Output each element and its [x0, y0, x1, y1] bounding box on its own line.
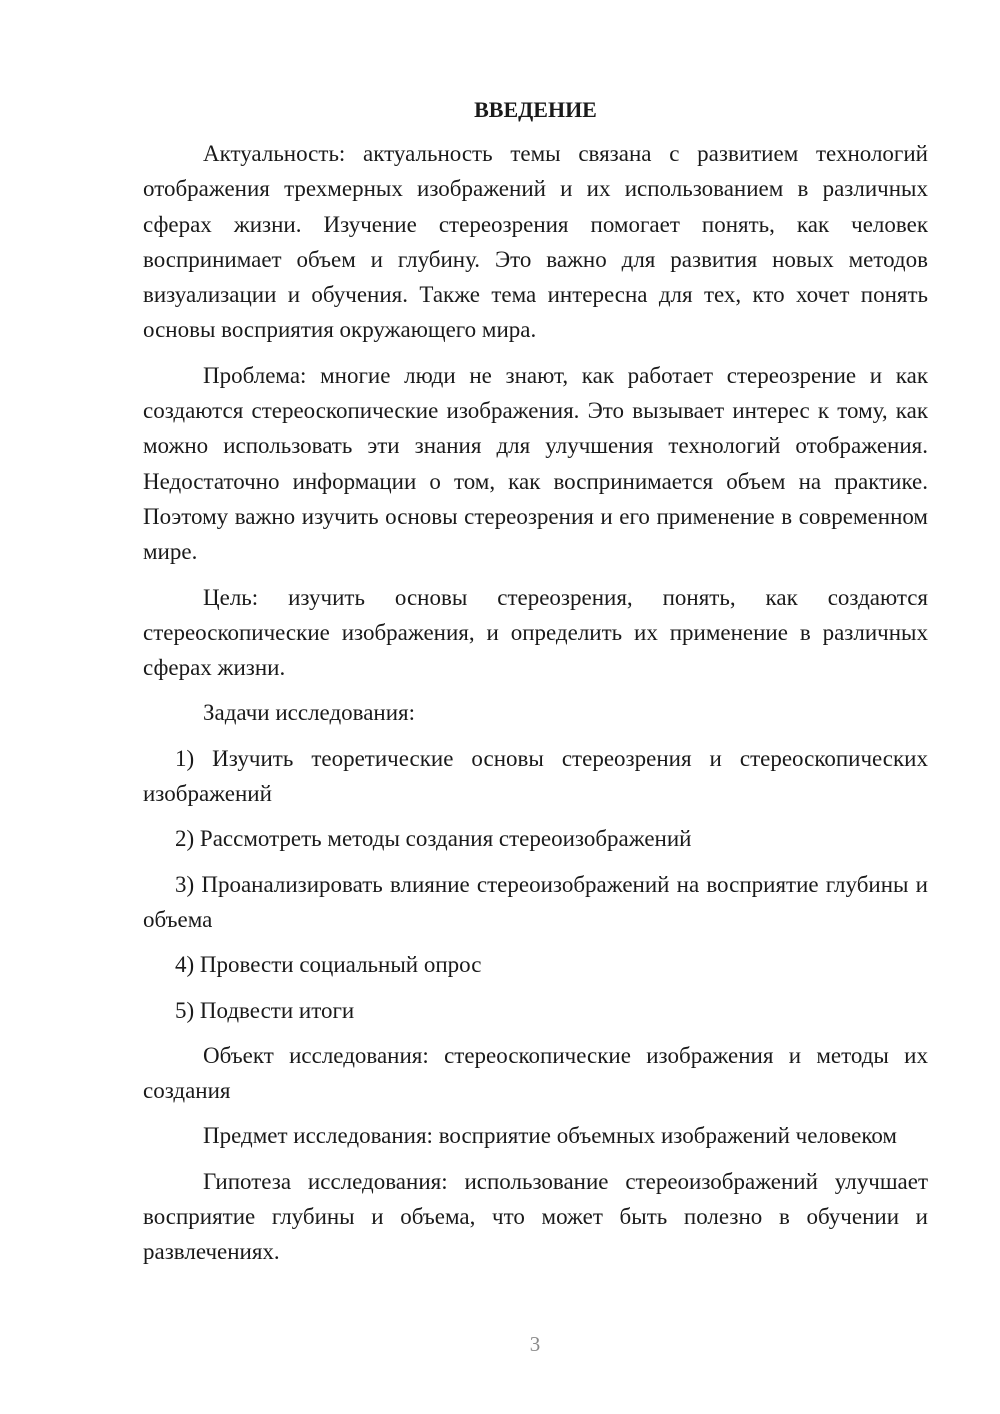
task-item: 4) Провести социальный опрос [175, 952, 482, 978]
problem-paragraph: Проблема: многие люди не знают, как работает стереозрение и как создаются стереоскопические изображения. Это вызывает интерес к тому, как можно использовать эти знания для улучшения технологий отображения. Недостаточно информации о том, как воспринимается объем на практике. Поэтому важно изучить основы стереозрения и его применение в современном мире. [143, 362, 928, 565]
page-number: 3 [529, 1332, 541, 1356]
task-item: 5) Подвести итоги [175, 997, 355, 1023]
hypothesis-paragraph: Гипотеза исследования: использование стереоизображений улучшает восприятие глубины и объема, что может быть полезно в обучении и развлечениях. [143, 1168, 928, 1265]
object-paragraph: Объект исследования: стереоскопические изображения и методы их создания [143, 1042, 928, 1104]
task-item: 2) Рассмотреть методы создания стереоизображений [175, 826, 692, 852]
relevance-paragraph: Актуальность: актуальность темы связана с развитием технологий отображения трехмерных изображений и их использованием в различных сферах жизни. Изучение стереозрения помогает понять, как человек воспринимает объем и глубину. Это важно для развития новых методов визуализации и обучения. Также тема интересна для тех, кто хочет понять основы восприятия окружающего мира. [143, 141, 928, 343]
task-item: 1) Изучить теоретические основы стереозрения и стереоскопических изображений [143, 745, 928, 807]
task-item: 3) Проанализировать влияние стереоизображений на восприятие глубины и объема [143, 871, 928, 932]
document-page [143, 92, 928, 1280]
page-title: ВВЕДЕНИЕ [474, 97, 597, 122]
subject-paragraph: Предмет исследования: восприятие объемных изображений человеком [203, 1123, 897, 1149]
goal-paragraph: Цель: изучить основы стереозрения, понять, как создаются стереоскопические изображения, и определить их применение в различных сферах жизни. [143, 584, 928, 681]
tasks-heading: Задачи исследования: [203, 700, 416, 726]
